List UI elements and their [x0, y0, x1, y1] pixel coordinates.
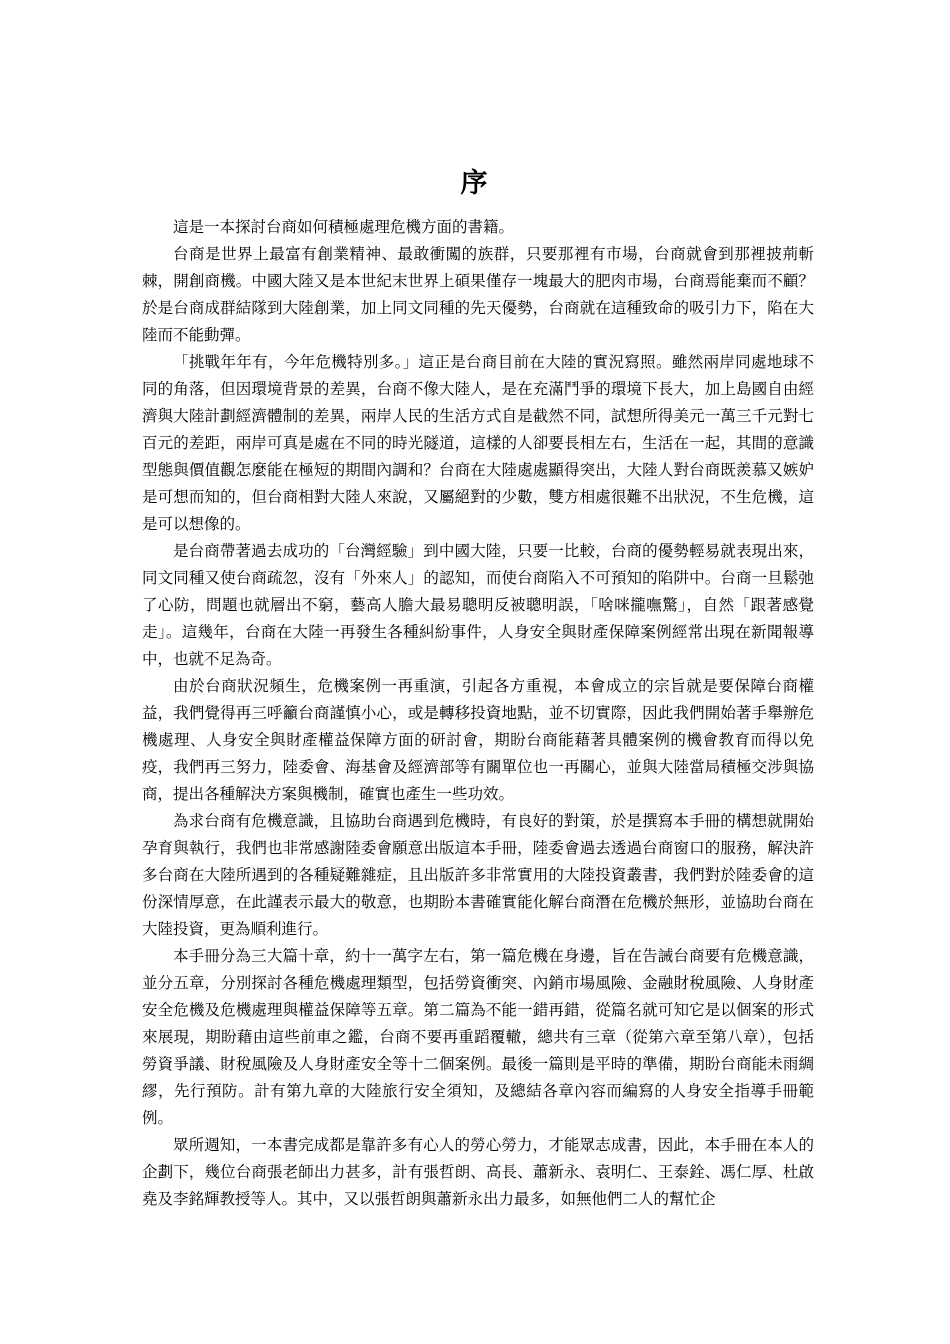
paragraph-5: 由於台商狀況頻生，危機案例一再重演，引起各方重視，本會成立的宗旨就是要保障台商權益，我們覺得再三呼籲台商謹慎小心，或是轉移投資地點，並不切實際，因此我們開始著手舉辦危機處理、人身安全與財產權益保障方面的研討會，期盼台商能藉著具體案例的機會教育而得以免疫，我們再三努力，陸委會、海基會及經濟部等有關單位也一再關心，並與大陸當局積極交涉與協商，提出各種解決方案與機制，確實也產生一些功效。 — [142, 677, 814, 803]
paragraph-2: 台商是世界上最富有創業精神、最敢衝闖的族群，只要那裡有市場，台商就會到那裡披荊斬棘，開創商機。中國大陸又是本世紀末世界上碩果僅存一塊最大的肥肉市場，台商焉能棄而不顧？於是台商成群結隊到大陸創業，加上同文同種的先天優勢，台商就在這種致命的吸引力下，陷在大陸而不能動彈。 — [142, 245, 814, 344]
paragraph-1: 這是一本探討台商如何積極處理危機方面的書籍。 — [173, 218, 515, 236]
paragraph-8: 眾所週知，一本書完成都是靠許多有心人的勞心勞力，才能眾志成書，因此，本手冊在本人的企劃下，幾位台商張老師出力甚多，計有張哲朗、高長、蕭新永、袁明仁、王泰銓、馮仁厚、杜啟堯及李銘輝教授等人。其中，又以張哲朗與蕭新永出力最多，如無他們二人的幫忙企 — [142, 1136, 814, 1208]
paragraph-3: 「挑戰年年有，今年危機特別多。」這正是台商目前在大陸的實況寫照。雖然兩岸同處地球不同的角落，但因環境背景的差異，台商不像大陸人，是在充滿鬥爭的環境下長大，加上島國自由經濟與大陸計劃經濟體制的差異，兩岸人民的生活方式自是截然不同，試想所得美元一萬三千元對七百元的差距，兩岸可真是處在不同的時光隧道，這樣的人卻要長相左右，生活在一起，其間的意識型態與價值觀怎麼能在極短的期間內調和？台商在大陸處處顯得突出，大陸人對台商既羨慕又嫉妒是可想而知的，但台商相對大陸人來說，又屬絕對的少數，雙方相處很難不出狀況，不生危機，這是可以想像的。 — [142, 353, 814, 533]
paragraph-6: 為求台商有危機意識，且協助台商遇到危機時，有良好的對策，於是撰寫本手冊的構想就開始孕育與執行，我們也非常感謝陸委會願意出版這本手冊，陸委會過去透過台商窗口的服務，解決許多台商在大陸所遇到的各種疑難雜症，且出版許多非常實用的大陸投資叢書，我們對於陸委會的這份深情厚意，在此謹表示最大的敬意，也期盼本書確實能化解台商潛在危機於無形，並協助台商在大陸投資，更為順利進行。 — [142, 812, 814, 938]
paragraph-4: 是台商帶著過去成功的「台灣經驗」到中國大陸，只要一比較，台商的優勢輕易就表現出來，同文同種又使台商疏忽，沒有「外來人」的認知，而使台商陷入不可預知的陷阱中。台商一旦鬆弛了心防，問題也就層出不窮，藝高人膽大最易聰明反被聰明誤，「啥咪攏嘸驚」，自然「跟著感覺走」。這幾年，台商在大陸一再發生各種糾紛事件，人身安全與財產保障案例經常出現在新聞報導中，也就不足為奇。 — [142, 542, 814, 668]
paragraph-7: 本手冊分為三大篇十章，約十一萬字左右，第一篇危機在身邊，旨在告誡台商要有危機意識，並分五章，分別探討各種危機處理類型，包括勞資衝突、內銷市場風險、金融財稅風險、人身財產安全危機及危機處理與權益保障等五章。第二篇為不能一錯再錯，從篇名就可知它是以個案的形式來展現，期盼藉由這些前車之鑑，台商不要再重蹈覆轍，總共有三章（從第六章至第八章），包括勞資爭議、財稅風險及人身財產安全等十二個案例。最後一篇則是平時的準備，期盼台商能未雨綢繆，先行預防。計有第九章的大陸旅行安全須知，及總結各章內容而編寫的人身安全指導手冊範例。 — [142, 947, 814, 1127]
document-body — [142, 214, 814, 1213]
page-title: 序 — [460, 168, 490, 199]
